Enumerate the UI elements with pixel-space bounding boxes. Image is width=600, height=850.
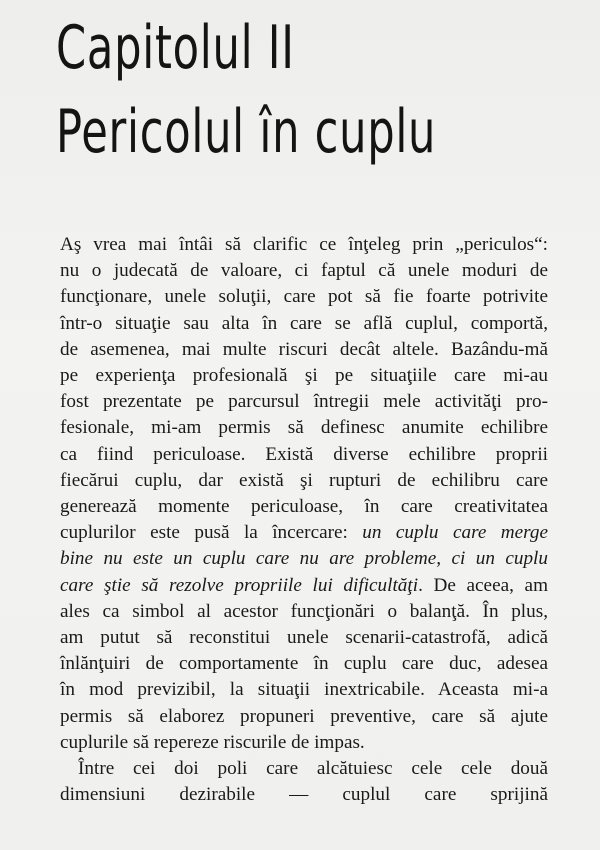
text-line: fost prezentate pe parcursul întregii mele activităţi pro- [60,391,548,413]
text-line: fesionale, mi-am permis să definesc anumite echilibre [60,417,548,439]
text-line: dimensiuni dezirabile — cuplul care sprijină [60,784,548,806]
text-line: nu o judecată de valoare, ci faptul că unele moduri de [60,260,548,282]
paragraph-2 [60,756,548,808]
chapter-title [56,6,437,174]
body-text [60,232,548,808]
text-line: într-o situaţie sau alta în care se află cuplul, comportă, [60,312,548,334]
text-segment: . De aceea, am [418,574,548,596]
italic-text-line [60,546,548,572]
chapter-number: Capitolul II [56,13,295,83]
paragraph-1 [60,232,548,756]
italic-segment: un cuplu care merge [362,522,548,544]
text-line: funcţionare, unele soluţii, care pot să fie foarte potrivite [60,286,548,308]
text-line: ca fiind periculoase. Există diverse echilibre proprii [60,443,548,465]
italic-segment: bine nu este un cuplu care nu are probleme, ci un cuplu [60,548,548,570]
text-line: Aş vrea mai întâi să clarific ce înţeleg prin „periculos“: [60,234,548,255]
text-line: cuplurile să repereze riscurile de impas. [60,731,365,753]
text-line: în mod previzibil, la situaţii inextricabile. Aceasta mi-a [60,679,548,701]
italic-segment: care ştie să rezolve propriile lui dificultăţi [60,574,419,596]
text-line: fiecărui cuplu, dar există şi rupturi de echilibru care [60,469,548,491]
text-line: ales ca simbol al acestor funcţionări o balanţă. În plus, [60,600,548,622]
text-segment: cuplurilor este pusă la încercare: [60,522,348,544]
text-line-mixed [60,520,548,546]
text-line-mixed [60,573,548,599]
text-line: de asemenea, mai multe riscuri decât altele. Bazându-mă [60,338,548,360]
text-line: pe experienţa profesională şi pe situaţiile care mi-au [60,365,548,387]
text-line: permis să elaborez propuneri preventive, care să ajute [60,705,548,727]
text-line: generează momente periculoase, în care creativitatea [60,496,548,518]
text-line: înlănţuiri de comportamente în cuplu care duc, adesea [60,653,548,675]
text-line: am putut să reconstitui unele scenarii-catastrofă, adică [60,627,548,649]
chapter-name: Pericolul în cuplu [56,97,437,167]
text-line: Între cei doi poli care alcătuiesc cele cele două [78,758,548,780]
